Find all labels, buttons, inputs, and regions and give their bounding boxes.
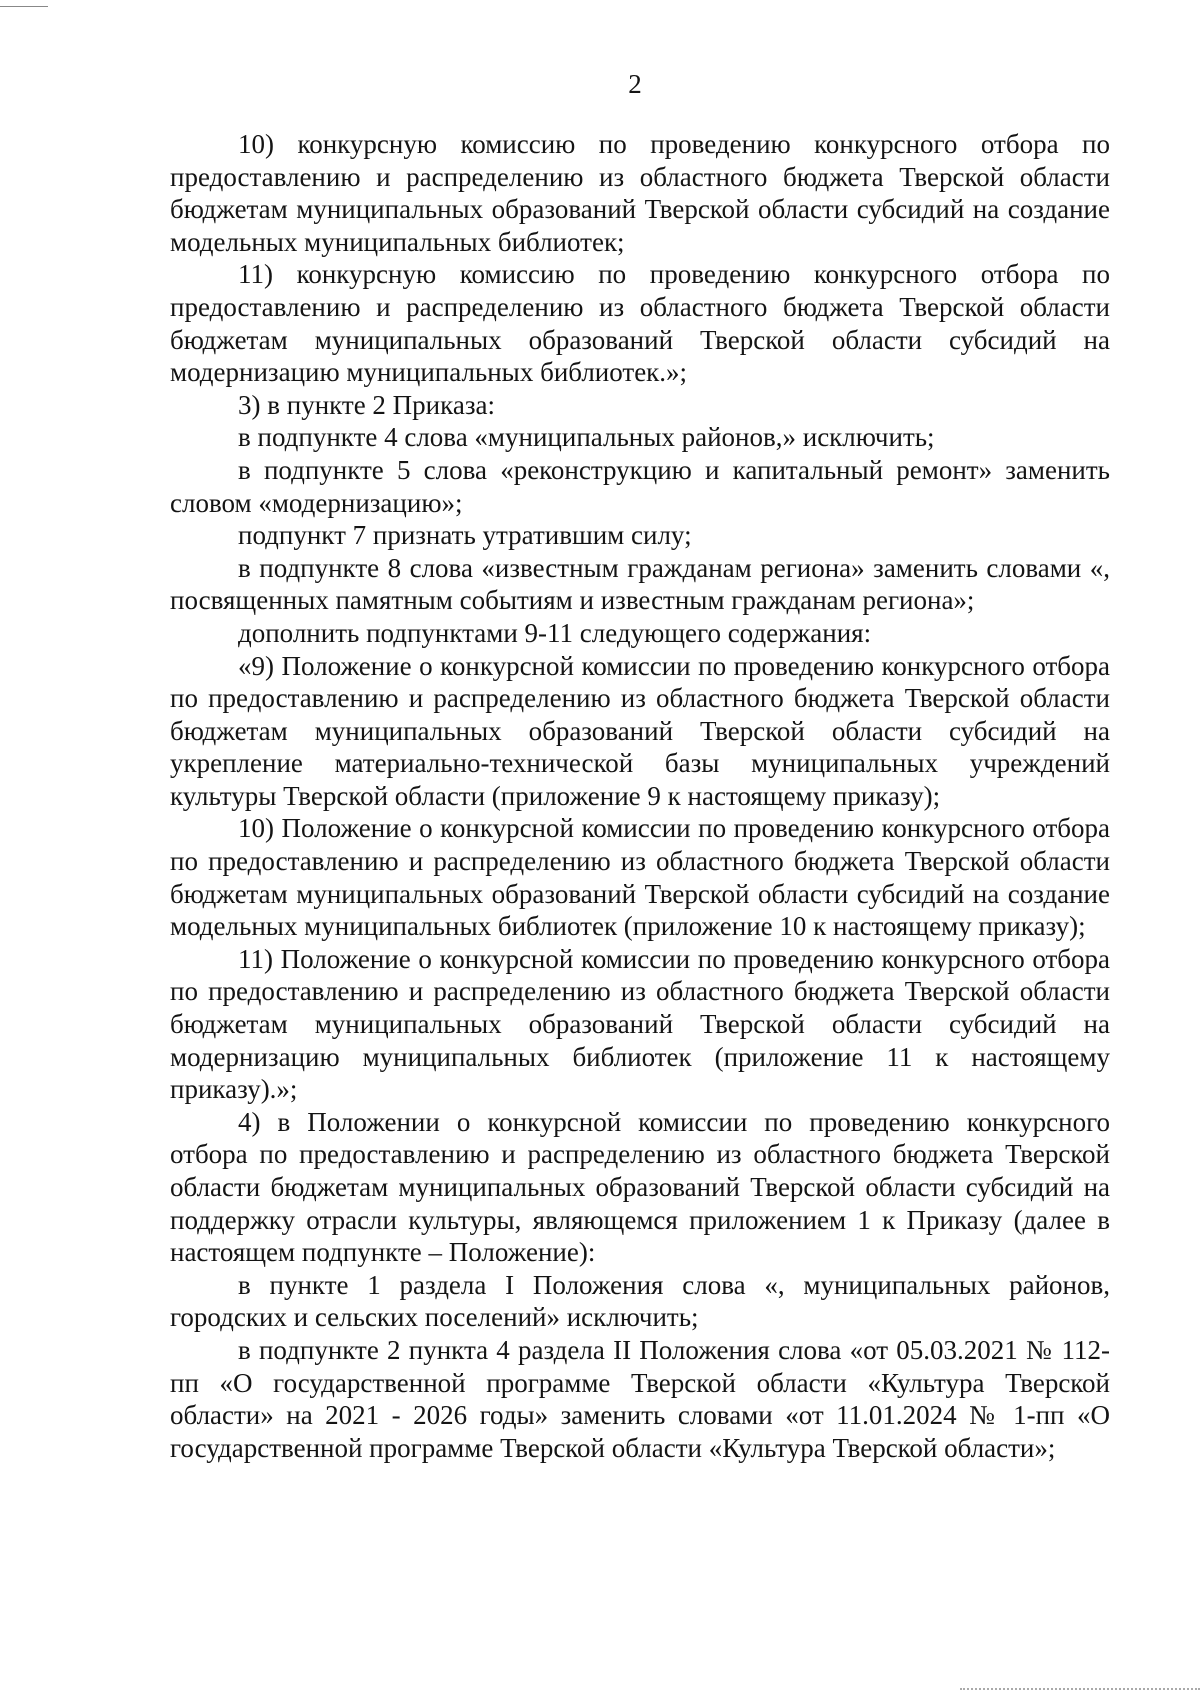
scan-footer-rule	[960, 1688, 1200, 1690]
paragraph-subitem-8: в подпункте 8 слова «известным гражданам региона» заменить словами «, посвященных памятным событиям и известным гражданам региона»;	[170, 552, 1110, 616]
paragraph-subitem-7: подпункт 7 признать утратившим силу;	[238, 520, 692, 551]
paragraph-regulation-10: 10) Положение о конкурсной комиссии по проведению конкурсного отбора по предоставлению и распределению из областного бюджета Тверской области бюджетам муниципальных образований Тверской области субсидий на создание модельных муниципальных библиотек (приложение 10 к настоящему приказу);	[170, 813, 1110, 942]
paragraph-subitem-5: в подпункте 5 слова «реконструкцию и капитальный ремонт» заменить словом «модернизацию»;	[170, 454, 1110, 518]
paragraph-subitem-4: в подпункте 4 слова «муниципальных районов,» исключить;	[238, 422, 935, 453]
paragraph-10-commission-model-libraries: 10) конкурсную комиссию по проведению конкурсного отбора по предоставлению и распределению из областного бюджета Тверской области бюджетам муниципальных образований Тверской области субсидий на создание модельных муниципальных библиотек;	[170, 129, 1110, 257]
scan-corner-mark	[0, 6, 48, 7]
document-body	[170, 128, 1110, 1464]
paragraph-regulation-9: «9) Положение о конкурсной комиссии по проведению конкурсного отбора по предоставлению и распределению из областного бюджета Тверской области бюджетам муниципальных образований Тверской области субсидий на укрепление материально-технической базы муниципальных учреждений культуры Тверской области (приложение 9 к настоящему приказу);	[170, 650, 1110, 811]
paragraph-section-2-change: в подпункте 2 пункта 4 раздела II Положения слова «от 05.03.2021 № 112-пп «О государственной программе Тверской области «Культура Тверской области» на 2021 - 2026 годы» заменить словами «от 11.01.2024 № 1-пп «О государственной программе Тверской области «Культура Тверской области»;	[170, 1334, 1110, 1463]
page-number: 2	[628, 69, 642, 99]
paragraph-11-commission-modernization: 11) конкурсную комиссию по проведению конкурсного отбора по предоставлению и распределению из областного бюджета Тверской области бюджетам муниципальных образований Тверской области субсидий на модернизацию муниципальных библиотек.»;	[170, 259, 1110, 388]
paragraph-item-3: 3) в пункте 2 Приказа:	[238, 389, 495, 420]
paragraph-section-1-change: в пункте 1 раздела I Положения слова «, муниципальных районов, городских и сельских поселений» исключить;	[170, 1269, 1110, 1333]
paragraph-add-subitems: дополнить подпунктами 9-11 следующего содержания:	[238, 617, 872, 648]
paragraph-regulation-11: 11) Положение о конкурсной комиссии по проведению конкурсного отбора по предоставлению и распределению из областного бюджета Тверской области бюджетам муниципальных образований Тверской области субсидий на модернизацию муниципальных библиотек (приложение 11 к настоящему приказу).»;	[170, 943, 1110, 1105]
paragraph-item-4: 4) в Положении о конкурсной комиссии по проведению конкурсного отбора по предоставлению и распределению из областного бюджета Тверской области бюджетам муниципальных образований Тверской области субсидий на поддержку отрасли культуры, являющемся приложением 1 к Приказу (далее в настоящем подпункте – Положение):	[170, 1106, 1110, 1268]
